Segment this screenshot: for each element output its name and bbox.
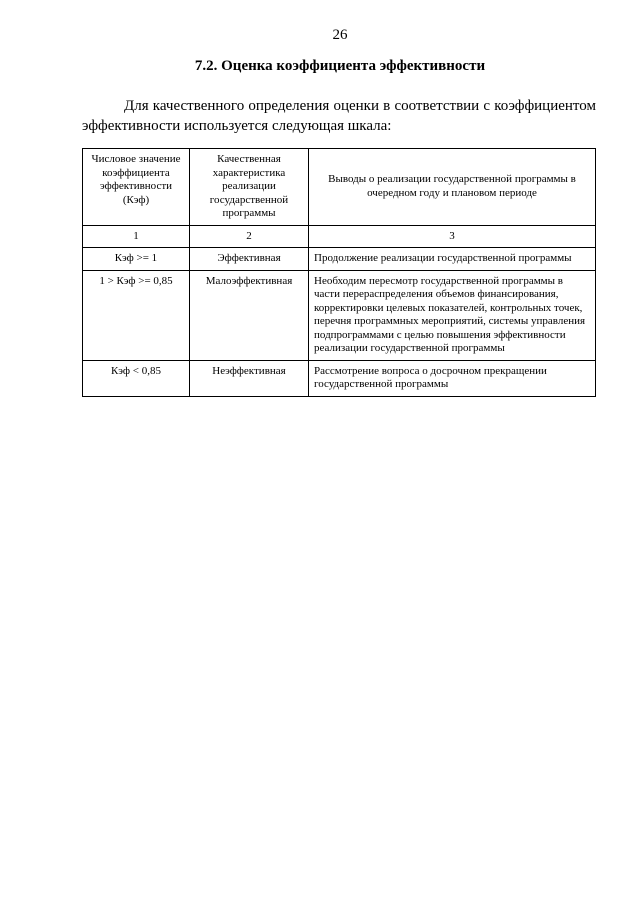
header-cell-rating: Качественная характеристика реализации государственной программы: [190, 149, 309, 226]
column-number: 2: [190, 225, 309, 248]
rating-cell: Эффективная: [190, 248, 309, 271]
table-header-row: [83, 149, 596, 226]
value-cell: Кэф >= 1: [83, 248, 190, 271]
column-number: 1: [83, 225, 190, 248]
page-number: 26: [332, 27, 348, 43]
table-row: [83, 248, 596, 271]
column-number-row: [83, 225, 596, 248]
intro-paragraph: Для качественного определения оценки в соответствии с коэффициентом эффективности используется следующая шкала:: [82, 98, 596, 134]
efficiency-scale-table: [82, 148, 596, 397]
conclusion-cell: Продолжение реализации государственной программы: [309, 248, 596, 271]
table-row: [83, 270, 596, 360]
rating-cell: Неэффективная: [190, 360, 309, 396]
section-title: 7.2. Оценка коэффициента эффективности: [194, 58, 486, 74]
value-cell: 1 > Кэф >= 0,85: [83, 270, 190, 360]
conclusion-cell: Рассмотрение вопроса о досрочном прекращении государственной программы: [309, 360, 596, 396]
table-row: [83, 360, 596, 396]
rating-cell: Малоэффективная: [190, 270, 309, 360]
conclusion-cell: Необходим пересмотр государственной программы в части перераспределения объемов финансирования, корректировки целевых показателей, контрольных точек, перечня программных мероприятий, системы управления подпрограммами с целью повышения эффективности реализации государственной программы: [309, 270, 596, 360]
header-cell-conclusion: Выводы о реализации государственной программы в очередном году и плановом периоде: [309, 149, 596, 226]
header-cell-value: Числовое значение коэффициента эффективности (Кэф): [83, 149, 190, 226]
value-cell: Кэф < 0,85: [83, 360, 190, 396]
column-number: 3: [309, 225, 596, 248]
